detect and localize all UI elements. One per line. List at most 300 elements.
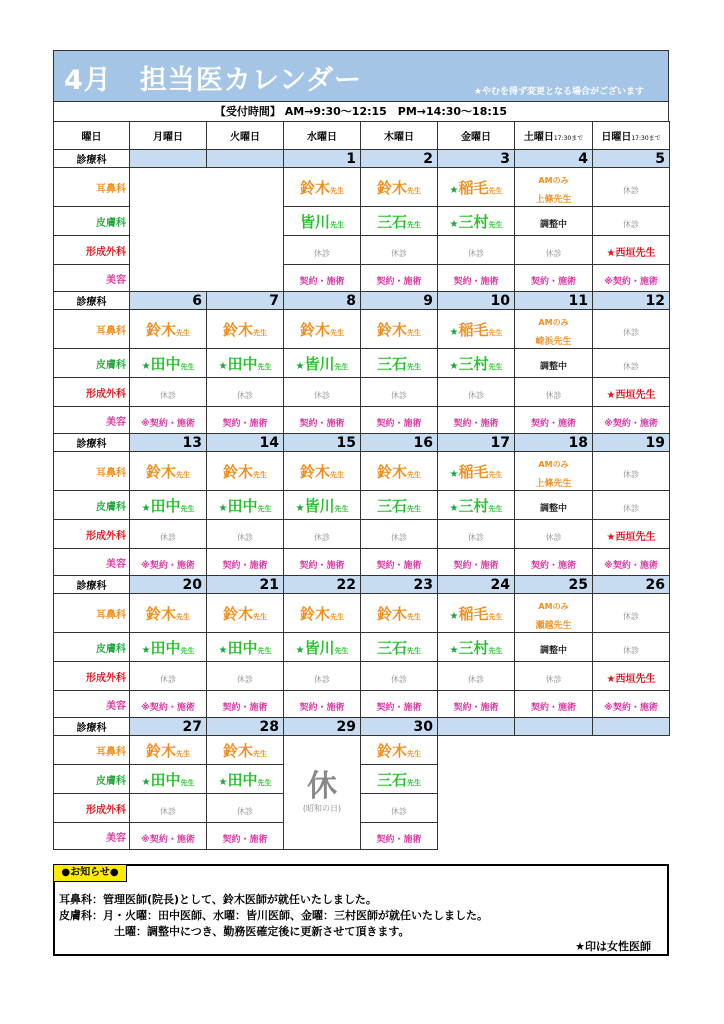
- doctor-name: 鈴木先生: [376, 741, 421, 760]
- derm-label: 皮膚科: [54, 349, 130, 378]
- date-cell: 26: [593, 576, 670, 594]
- sunday-hours-note: 17:30まで: [631, 135, 661, 142]
- beauty-cell: [130, 549, 207, 576]
- derm-row: [54, 491, 670, 520]
- notice-tag: ●お知らせ●: [53, 864, 127, 882]
- date-cell: 1: [284, 150, 361, 168]
- date-cell: 21: [207, 576, 284, 594]
- ent-row: [54, 310, 670, 349]
- ent-label: 耳鼻科: [54, 168, 130, 207]
- beauty-cell: [130, 407, 207, 434]
- derm-cell: [284, 349, 361, 378]
- ent-cell: [438, 594, 515, 633]
- plastic-cell: [438, 378, 515, 407]
- beauty-cell: [438, 549, 515, 576]
- derm-cell: [515, 633, 593, 662]
- beauty-cell: [438, 265, 515, 292]
- derm-cell: [207, 349, 284, 378]
- plastic-cell: [361, 794, 438, 823]
- section-label: 診療科: [54, 434, 130, 452]
- adjusting-label: 調整中: [539, 219, 567, 230]
- derm-cell: [438, 349, 515, 378]
- schedule-table: [53, 121, 670, 850]
- doctor-name: 田中先生: [227, 770, 272, 789]
- closed-label: 休診: [468, 532, 484, 542]
- plastic-cell: [515, 378, 593, 407]
- date-cell: 14: [207, 434, 284, 452]
- star-icon: ★: [449, 468, 459, 480]
- beauty-label: 契約・施術: [453, 418, 499, 429]
- plastic-cell: [438, 236, 515, 265]
- doctor-name: 鈴木先生: [376, 178, 421, 197]
- beauty-label: 契約・施術: [453, 276, 499, 287]
- closed-label: 休診: [468, 674, 484, 684]
- beauty-cell: [515, 549, 593, 576]
- plastic-cell: [130, 662, 207, 691]
- closed-label: 休診: [623, 645, 639, 655]
- plastic-label: 形成外科: [54, 662, 130, 691]
- doctor-name: 鈴木先生: [145, 320, 190, 339]
- closed-label: 休診: [391, 806, 407, 816]
- beauty-label: 契約・施術: [530, 418, 576, 429]
- doctor-name: 稲毛先生: [458, 462, 503, 481]
- derm-cell: [361, 349, 438, 378]
- plastic-cell: [284, 378, 361, 407]
- date-cell: [207, 150, 284, 168]
- ent-row: [54, 168, 670, 207]
- closed-label: 休診: [160, 674, 176, 684]
- beauty-label: 契約・施術: [530, 276, 576, 287]
- star-icon: ★: [141, 502, 151, 514]
- derm-cell: [361, 491, 438, 520]
- ent-cell: [438, 310, 515, 349]
- beauty-label: 美容: [54, 823, 130, 850]
- weekday-header: 月曜日: [130, 122, 207, 150]
- star-icon: ★: [449, 610, 459, 622]
- beauty-label: 契約・施術: [299, 560, 345, 571]
- derm-cell: [361, 765, 438, 794]
- derm-row: [54, 349, 670, 378]
- beauty-cell: [284, 691, 361, 718]
- star-icon: ★: [449, 326, 459, 338]
- beauty-cell: [207, 691, 284, 718]
- beauty-label: 契約・施術: [299, 702, 345, 713]
- weekday-header: 曜日: [54, 122, 130, 150]
- ent-cell: [361, 594, 438, 633]
- star-icon: ★: [449, 184, 459, 196]
- derm-cell: [593, 491, 670, 520]
- notice-box: [53, 864, 669, 956]
- am-only-doctor: AMのみ 上條先生: [535, 176, 572, 205]
- plastic-cell: [284, 236, 361, 265]
- weekday-header: 火曜日: [207, 122, 284, 150]
- change-note: ★やむを得ず変更となる場合がございます: [473, 87, 644, 97]
- beauty-label: 契約・施術: [453, 560, 499, 571]
- doctor-name: 三石先生: [376, 496, 421, 515]
- beauty-row: [54, 691, 670, 718]
- derm-cell: [361, 207, 438, 236]
- ent-cell: [207, 736, 284, 765]
- ent-row: [54, 594, 670, 633]
- closed-label: 休診: [314, 390, 330, 400]
- adjusting-label: 調整中: [539, 361, 567, 372]
- am-only-doctor: AMのみ 崎浜先生: [535, 318, 572, 347]
- ent-cell: [284, 310, 361, 349]
- plastic-cell: [515, 520, 593, 549]
- star-icon: ★: [218, 502, 228, 514]
- plastic-row: [54, 520, 670, 549]
- ent-cell: [593, 310, 670, 349]
- beauty-cell: [438, 691, 515, 718]
- derm-cell: [515, 349, 593, 378]
- date-cell: 22: [284, 576, 361, 594]
- closed-label: 休診: [623, 327, 639, 337]
- closed-label: 休診: [623, 469, 639, 479]
- doctor-name: 田中先生: [227, 638, 272, 657]
- beauty-cell: [207, 823, 284, 850]
- date-cell: [438, 718, 515, 736]
- ent-label: 耳鼻科: [54, 452, 130, 491]
- beauty-cell: [130, 691, 207, 718]
- derm-cell: [515, 491, 593, 520]
- plastic-cell: [130, 520, 207, 549]
- beauty-cell: [361, 265, 438, 292]
- beauty-cell: [207, 549, 284, 576]
- doctor-name: 三石先生: [376, 354, 421, 373]
- ent-cell: [361, 736, 438, 765]
- ent-cell: [130, 594, 207, 633]
- beauty-cell: [361, 691, 438, 718]
- plastic-cell: [207, 794, 284, 823]
- section-label: 診療科: [54, 718, 130, 736]
- doctor-name: 鈴木先生: [222, 462, 267, 481]
- plastic-row: [54, 378, 670, 407]
- ent-cell: [130, 452, 207, 491]
- derm-cell: [438, 633, 515, 662]
- date-cell: 20: [130, 576, 207, 594]
- date-cell: 8: [284, 292, 361, 310]
- weekday-header: 土曜日17:30まで: [515, 122, 593, 150]
- beauty-cell: [284, 407, 361, 434]
- beauty-label: ※契約・施術: [604, 276, 658, 287]
- star-icon: ★: [449, 502, 459, 514]
- derm-cell: [207, 633, 284, 662]
- beauty-label: 契約・施術: [299, 276, 345, 287]
- date-cell: 17: [438, 434, 515, 452]
- derm-cell: [593, 207, 670, 236]
- beauty-label: 美容: [54, 549, 130, 576]
- closed-label: 休診: [160, 806, 176, 816]
- ent-cell: [515, 168, 593, 207]
- beauty-label: ※契約・施術: [604, 418, 658, 429]
- date-cell: 2: [361, 150, 438, 168]
- date-cell: 19: [593, 434, 670, 452]
- week-date-row: [54, 718, 670, 736]
- doctor-name: 鈴木先生: [299, 462, 344, 481]
- beauty-label: 契約・施術: [530, 560, 576, 571]
- plastic-doctor: ★西垣先生: [606, 531, 656, 543]
- doctor-name: 三村先生: [458, 638, 503, 657]
- ent-cell: [284, 452, 361, 491]
- date-cell: 13: [130, 434, 207, 452]
- doctor-name: 鈴木先生: [222, 741, 267, 760]
- date-cell: 10: [438, 292, 515, 310]
- derm-label: 皮膚科: [54, 207, 130, 236]
- plastic-cell: [515, 662, 593, 691]
- ent-cell: [130, 736, 207, 765]
- date-cell: 6: [130, 292, 207, 310]
- derm-cell: [130, 633, 207, 662]
- ent-cell: [130, 310, 207, 349]
- star-icon: ★: [218, 360, 228, 372]
- calendar-sheet: [53, 50, 669, 956]
- doctor-name: 鈴木先生: [376, 320, 421, 339]
- plastic-cell: [284, 520, 361, 549]
- doctor-name: 田中先生: [150, 496, 195, 515]
- plastic-label: 形成外科: [54, 520, 130, 549]
- star-icon: ★: [295, 644, 305, 656]
- beauty-label: 契約・施術: [376, 702, 422, 713]
- ent-cell: [207, 452, 284, 491]
- adjusting-label: 調整中: [539, 645, 567, 656]
- beauty-label: ※契約・施術: [604, 702, 658, 713]
- plastic-cell: [515, 236, 593, 265]
- derm-cell: [130, 765, 207, 794]
- ent-cell: [593, 168, 670, 207]
- closed-label: 休診: [237, 390, 253, 400]
- beauty-cell: [438, 407, 515, 434]
- closed-label: 休診: [468, 248, 484, 258]
- date-cell: 30: [361, 718, 438, 736]
- calendar-header: [53, 50, 669, 102]
- beauty-cell: [284, 265, 361, 292]
- beauty-label: 契約・施術: [222, 702, 268, 713]
- beauty-label: 契約・施術: [376, 276, 422, 287]
- plastic-cell: [207, 520, 284, 549]
- date-cell: 28: [207, 718, 284, 736]
- notice-body: [59, 892, 488, 940]
- date-cell: 23: [361, 576, 438, 594]
- plastic-cell: [593, 662, 670, 691]
- star-icon: ★: [449, 644, 459, 656]
- holiday-cell: 休 (昭和の日): [284, 736, 361, 850]
- beauty-label: 契約・施術: [453, 702, 499, 713]
- derm-cell: [207, 491, 284, 520]
- closed-label: 休診: [623, 611, 639, 621]
- weekday-header: 金曜日: [438, 122, 515, 150]
- closed-label: 休診: [237, 674, 253, 684]
- closed-label: 休診: [391, 532, 407, 542]
- doctor-name: 鈴木先生: [299, 320, 344, 339]
- saturday-hours-note: 17:30まで: [553, 135, 584, 142]
- beauty-label: 契約・施術: [376, 418, 422, 429]
- date-cell: [130, 150, 207, 168]
- doctor-name: 皆川先生: [304, 496, 349, 515]
- week-date-row: [54, 434, 670, 452]
- plastic-row: [54, 662, 670, 691]
- beauty-label: 美容: [54, 265, 130, 292]
- derm-cell: [284, 207, 361, 236]
- star-icon: ★: [141, 644, 151, 656]
- star-icon: ★: [218, 776, 228, 788]
- doctor-name: 田中先生: [227, 496, 272, 515]
- closed-label: 休診: [237, 532, 253, 542]
- section-label: 診療科: [54, 150, 130, 168]
- derm-cell: [515, 207, 593, 236]
- page-title: 4月 担当医カレンダー: [64, 65, 363, 96]
- closed-label: 休診: [545, 532, 562, 542]
- weekday-header: 日曜日17:30まで: [593, 122, 670, 150]
- derm-cell: [438, 491, 515, 520]
- plastic-cell: [361, 520, 438, 549]
- beauty-label: 美容: [54, 691, 130, 718]
- beauty-cell: [593, 691, 670, 718]
- star-icon: ★: [141, 776, 151, 788]
- beauty-label: 契約・施術: [299, 418, 345, 429]
- notice-line: 皮膚科：月・火曜：田中医師、水曜：皆川医師、金曜：三村医師が就任いたしました。: [59, 909, 488, 922]
- date-cell: 29: [284, 718, 361, 736]
- plastic-cell: [593, 236, 670, 265]
- plastic-cell: [207, 662, 284, 691]
- doctor-name: 三石先生: [376, 638, 421, 657]
- adjusting-label: 調整中: [539, 503, 567, 514]
- beauty-row: [54, 407, 670, 434]
- closed-label: 休診: [314, 248, 330, 258]
- ent-cell: [515, 452, 593, 491]
- star-icon: ★: [141, 360, 151, 372]
- derm-cell: [438, 207, 515, 236]
- doctor-name: 鈴木先生: [222, 320, 267, 339]
- doctor-name: 鈴木先生: [145, 741, 190, 760]
- closed-label: 休診: [160, 532, 176, 542]
- plastic-cell: [130, 794, 207, 823]
- derm-cell: [284, 633, 361, 662]
- date-cell: 25: [515, 576, 593, 594]
- plastic-doctor: ★西垣先生: [606, 673, 656, 685]
- reception-hours: 【受付時間】 AM→9:30～12:15 PM→14:30～18:15: [53, 102, 669, 121]
- derm-cell: [130, 491, 207, 520]
- closed-label: 休診: [314, 532, 330, 542]
- derm-cell: [284, 491, 361, 520]
- closed-label: 休診: [623, 361, 639, 371]
- ent-cell: [361, 168, 438, 207]
- female-doctor-footnote: ★印は女性医師: [575, 940, 651, 953]
- beauty-cell: [593, 407, 670, 434]
- doctor-name: 鈴木先生: [222, 604, 267, 623]
- doctor-name: 三村先生: [458, 212, 503, 231]
- am-only-doctor: AMのみ 瀬越先生: [535, 602, 572, 631]
- closed-label: 休診: [468, 390, 484, 400]
- closed-label: 休診: [314, 674, 330, 684]
- ent-cell: [438, 168, 515, 207]
- plastic-label: 形成外科: [54, 378, 130, 407]
- plastic-cell: [130, 378, 207, 407]
- doctor-name: 鈴木先生: [299, 604, 344, 623]
- plastic-doctor: ★西垣先生: [606, 247, 656, 259]
- date-cell: 27: [130, 718, 207, 736]
- doctor-name: 稲毛先生: [458, 178, 503, 197]
- week-date-row: [54, 292, 670, 310]
- doctor-name: 田中先生: [150, 638, 195, 657]
- doctor-name: 鈴木先生: [299, 178, 344, 197]
- ent-cell: [361, 452, 438, 491]
- date-cell: [593, 718, 670, 736]
- beauty-cell: [284, 549, 361, 576]
- notice-line: 耳鼻科：管理医師(院長)として、鈴木医師が就任いたしました。: [59, 893, 377, 906]
- beauty-cell: [515, 407, 593, 434]
- beauty-label: 契約・施術: [222, 418, 268, 429]
- week-date-row: [54, 576, 670, 594]
- weekday-header-row: [54, 122, 670, 150]
- derm-label: 皮膚科: [54, 765, 130, 794]
- doctor-name: 鈴木先生: [145, 604, 190, 623]
- plastic-cell: [438, 520, 515, 549]
- closed-label: 休診: [545, 674, 562, 684]
- date-cell: 18: [515, 434, 593, 452]
- ent-row: [54, 452, 670, 491]
- date-cell: 7: [207, 292, 284, 310]
- ent-cell: [593, 452, 670, 491]
- beauty-label: ※契約・施術: [141, 702, 195, 713]
- ent-label: 耳鼻科: [54, 310, 130, 349]
- derm-cell: [593, 349, 670, 378]
- doctor-name: 鈴木先生: [145, 462, 190, 481]
- beauty-label: 美容: [54, 407, 130, 434]
- notice-line: 土曜：調整中につき、勤務医確定後に更新させて頂きます。: [114, 925, 410, 938]
- beauty-cell: [515, 265, 593, 292]
- doctor-name: 稲毛先生: [458, 320, 503, 339]
- doctor-name: 三石先生: [376, 212, 421, 231]
- beauty-cell: [361, 407, 438, 434]
- date-cell: 24: [438, 576, 515, 594]
- beauty-label: ※契約・施術: [604, 560, 658, 571]
- plastic-cell: [438, 662, 515, 691]
- date-cell: 16: [361, 434, 438, 452]
- beauty-row: [54, 549, 670, 576]
- beauty-label: 契約・施術: [222, 560, 268, 571]
- beauty-label: 契約・施術: [376, 560, 422, 571]
- plastic-cell: [593, 520, 670, 549]
- plastic-cell: [284, 662, 361, 691]
- empty-cell: [130, 168, 284, 292]
- plastic-cell: [593, 378, 670, 407]
- beauty-label: 契約・施術: [530, 702, 576, 713]
- closed-label: 休診: [237, 806, 253, 816]
- ent-cell: [515, 310, 593, 349]
- ent-cell: [361, 310, 438, 349]
- week-date-row: [54, 150, 670, 168]
- doctor-name: 皆川先生: [304, 354, 349, 373]
- ent-label: 耳鼻科: [54, 736, 130, 765]
- derm-label: 皮膚科: [54, 491, 130, 520]
- ent-cell: [438, 452, 515, 491]
- section-label: 診療科: [54, 292, 130, 310]
- star-icon: ★: [218, 644, 228, 656]
- closed-label: 休診: [545, 248, 562, 258]
- plastic-cell: [361, 662, 438, 691]
- closed-label: 休診: [623, 219, 639, 229]
- weekday-header: 木曜日: [361, 122, 438, 150]
- date-cell: 12: [593, 292, 670, 310]
- beauty-label: 契約・施術: [376, 834, 422, 845]
- doctor-name: 鈴木先生: [376, 604, 421, 623]
- beauty-cell: [593, 265, 670, 292]
- ent-cell: [284, 594, 361, 633]
- plastic-cell: [361, 236, 438, 265]
- doctor-name: 田中先生: [150, 354, 195, 373]
- ent-cell: [515, 594, 593, 633]
- doctor-name: 三村先生: [458, 496, 503, 515]
